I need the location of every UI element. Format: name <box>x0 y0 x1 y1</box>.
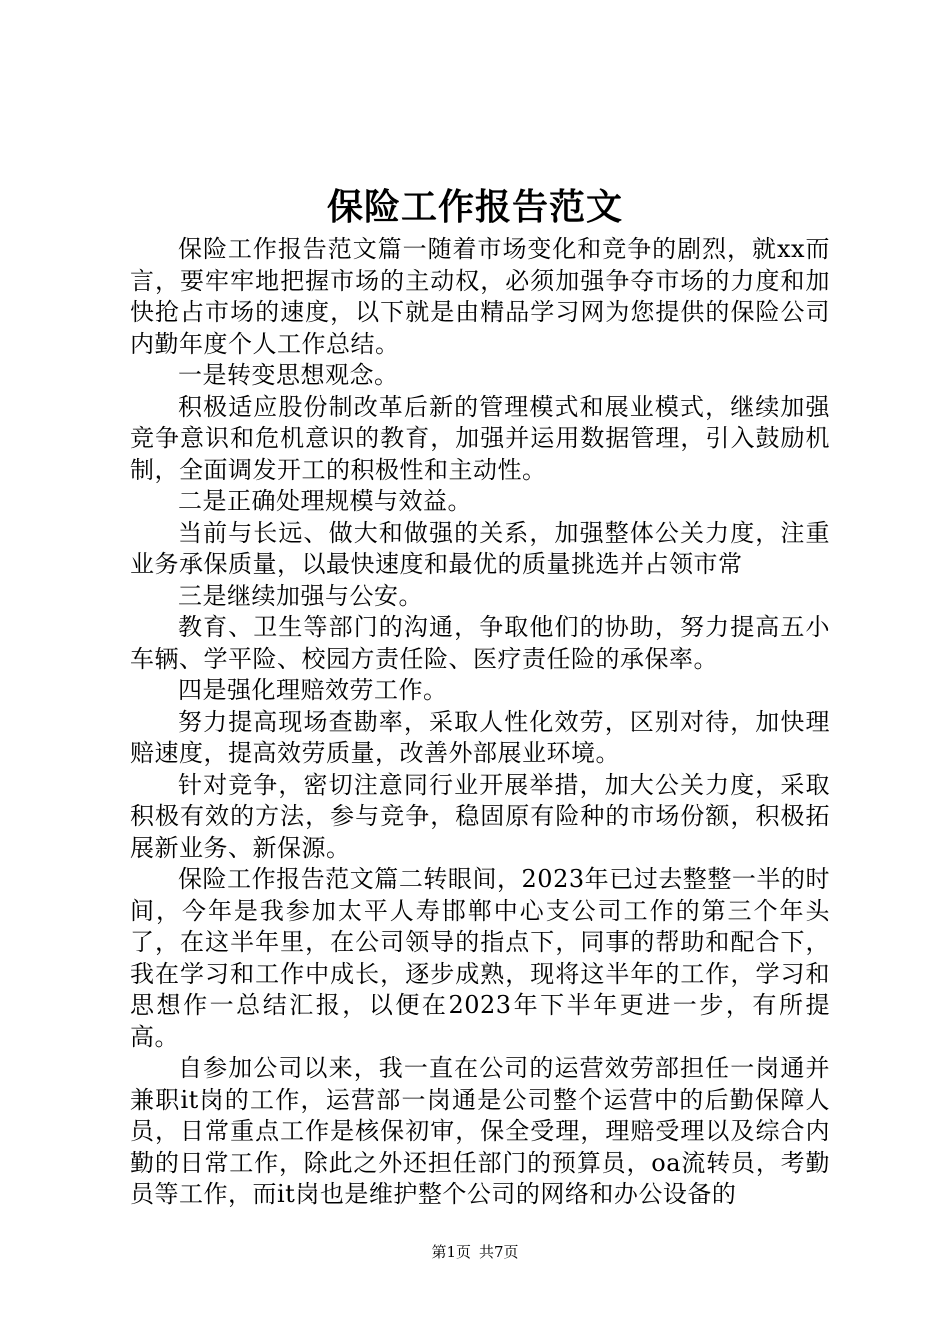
paragraph: 针对竞争，密切注意同行业开展举措，加大公关力度，采取积极有效的方法，参与竞争，稳固原有险种的市场份额，积极拓展新业务、新保源。 <box>130 770 830 862</box>
paragraph: 三是继续加强与公安。 <box>178 581 423 610</box>
page-footer <box>0 1242 950 1262</box>
page-number: 第1页 <box>431 1243 471 1261</box>
paragraph: 一是转变思想观念。 <box>178 361 399 389</box>
paragraph: 二是正确处理规模与效益。 <box>178 487 472 515</box>
document-title: 保险工作报告范文 <box>326 186 623 228</box>
page-total: 共7页 <box>479 1243 519 1261</box>
paragraph: 四是强化理赔效劳工作。 <box>178 676 448 704</box>
paragraph: 当前与长远、做大和做强的关系，加强整体公关力度，注重业务承保质量，以最快速度和最优的质量挑选并占领市常 <box>130 518 830 578</box>
paragraph: 自参加公司以来，我一直在公司的运营效劳部担任一岗通并兼职it岗的工作，运营部一岗通是公司整个运营中的后勤保障人员，日常重点工作是核保初审，保全受理，理赔受理以及综合内勤的日常工作，除此之外还担任部门的预算员，oa流转员，考勤员等工作，而it岗也是维护整个公司的网络和办公设备的 <box>130 1054 830 1208</box>
paragraph: 积极适应股份制改革后新的管理模式和展业模式，继续加强竞争意识和危机意识的教育，加强并运用数据管理，引入鼓励机制，全面调发开工的积极性和主动性。 <box>130 392 830 484</box>
paragraph: 保险工作报告范文篇一随着市场变化和竞争的剧烈，就xx而言，要牢牢地把握市场的主动权，必须加强争夺市场的力度和加快抢占市场的速度，以下就是由精品学习网为您提供的保险公司内勤年度个人工作总结。 <box>130 235 830 358</box>
document-body <box>130 234 830 1211</box>
paragraph: 教育、卫生等部门的沟通，争取他们的协助，努力提高五小车辆、学平险、校园方责任险、医疗责任险的承保率。 <box>130 613 830 673</box>
paragraph: 努力提高现场查勘率，采取人性化效劳，区别对待，加快理赔速度，提高效劳质量，改善外部展业环境。 <box>130 707 830 767</box>
paragraph: 保险工作报告范文篇二转眼间，2023年已过去整整一半的时间，今年是我参加太平人寿邯郸中心支公司工作的第三个年头了，在这半年里，在公司领导的指点下，同事的帮助和配合下，我在学习和工作中成长，逐步成熟，现将这半年的工作，学习和思想作一总结汇报，以便在2023年下半年更进一步，有所提高。 <box>130 865 830 1051</box>
